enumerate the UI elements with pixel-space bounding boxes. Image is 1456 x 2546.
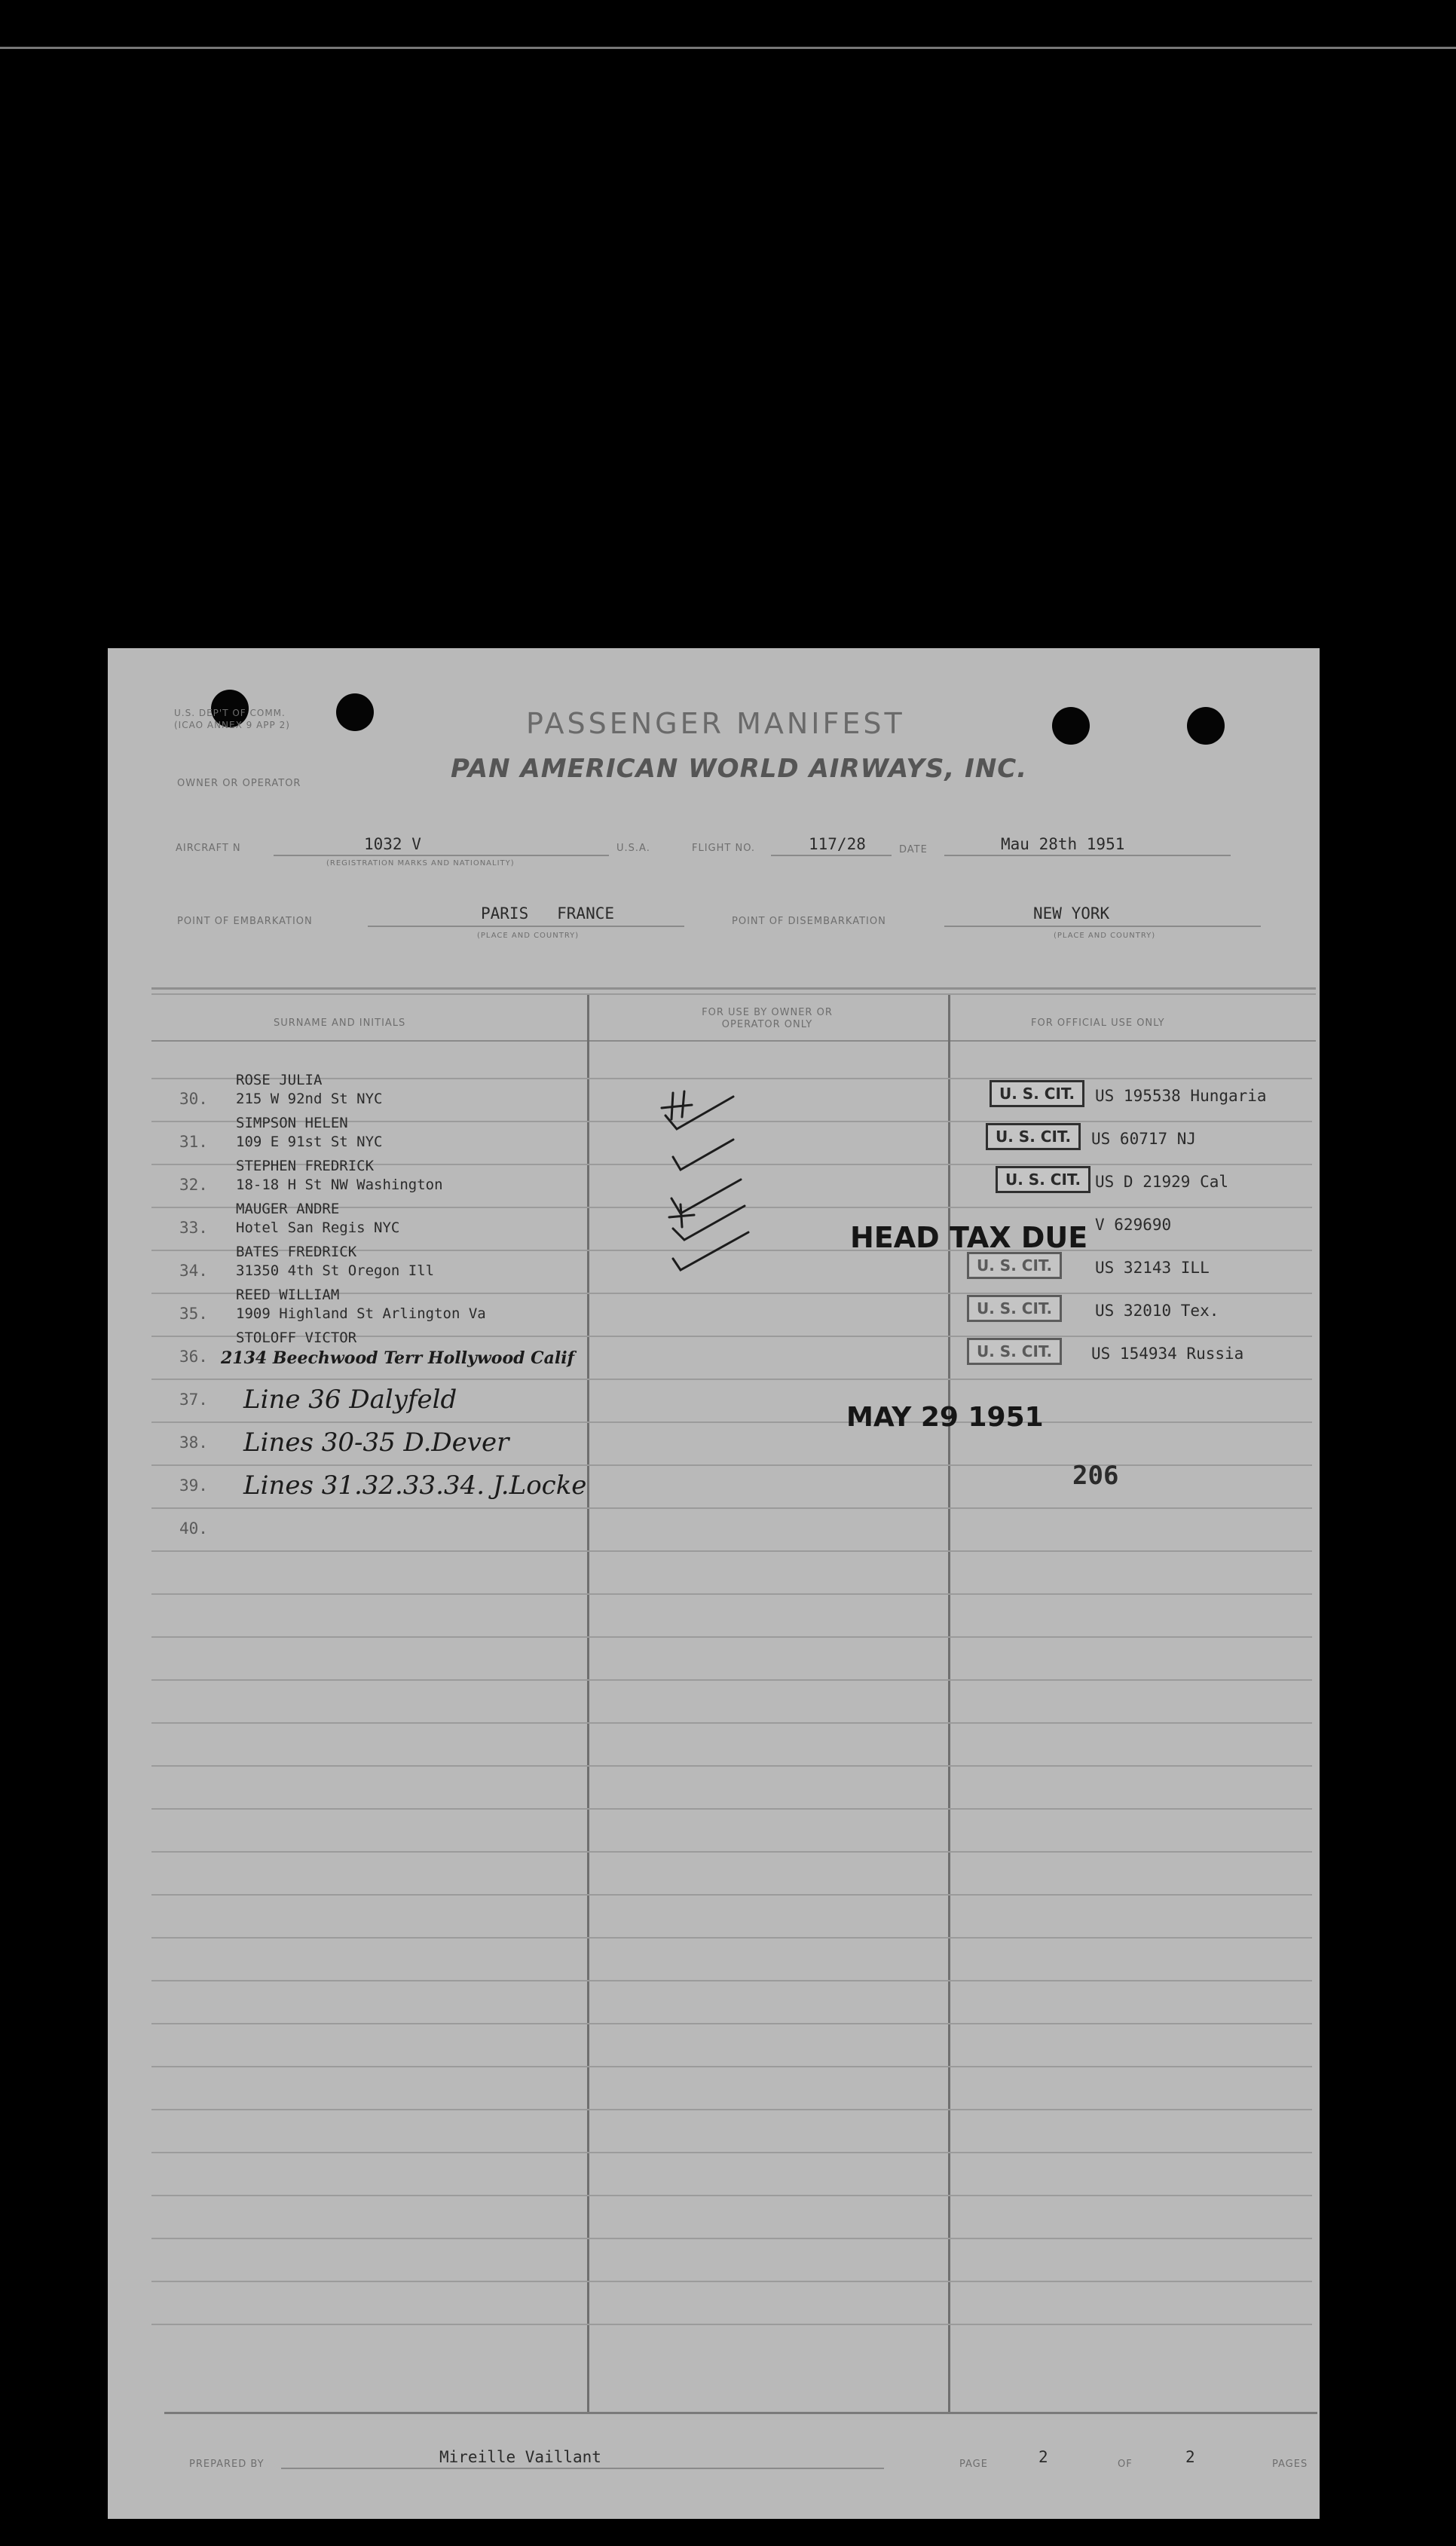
row-number: 32.	[179, 1176, 208, 1194]
passenger-name: BATES FREDRICK	[236, 1244, 357, 1260]
ruled-line	[151, 1808, 1312, 1810]
ruled-line	[151, 1894, 1312, 1896]
us-citizen-stamp: U. S. CIT.	[990, 1080, 1084, 1107]
row-number: 33.	[179, 1219, 208, 1237]
embark-label: POINT OF EMBARKATION	[177, 916, 313, 927]
usa-label: U.S.A.	[616, 843, 650, 854]
passenger-address: 1909 Highland St Arlington Va	[236, 1305, 486, 1322]
row-number: 34.	[179, 1262, 208, 1280]
us-citizen-stamp: U. S. CIT.	[967, 1252, 1062, 1279]
passenger-address: 109 E 91st St NYC	[236, 1134, 383, 1150]
ruled-line	[151, 2195, 1312, 2196]
ruled-line	[151, 1851, 1312, 1853]
owner-name: PAN AMERICAN WORLD AIRWAYS, INC.	[451, 754, 1028, 784]
aircraft-caption: (REGISTRATION MARKS AND NATIONALITY)	[326, 859, 515, 868]
official-entry: US 154934 Russia	[1091, 1345, 1244, 1363]
passenger-address: 18-18 H St NW Washington	[236, 1177, 443, 1193]
of-value: 2	[1185, 2448, 1195, 2466]
ruled-line	[151, 1550, 1312, 1552]
passenger-name: REED WILLIAM	[236, 1287, 340, 1303]
date-label: DATE	[899, 844, 928, 855]
ruled-line	[151, 1679, 1312, 1681]
embark-caption: (PLACE AND COUNTRY)	[477, 932, 580, 940]
official-entry: US 32143 ILL	[1095, 1259, 1210, 1277]
punch-hole	[336, 693, 374, 731]
row-number: 40.	[179, 1519, 208, 1538]
operator-checkmarks	[560, 1078, 786, 1274]
ruled-line	[151, 2238, 1312, 2239]
punch-hole	[1187, 707, 1225, 745]
ruled-line	[151, 2281, 1312, 2282]
flight-label: FLIGHT NO.	[692, 843, 756, 854]
ruled-line	[151, 2152, 1312, 2153]
pages-label: PAGES	[1272, 2459, 1308, 2470]
ruled-line	[151, 2324, 1312, 2325]
row-number: 31.	[179, 1133, 208, 1151]
row-number: 35.	[179, 1305, 208, 1323]
prepared-by-value: Mireille Vaillant	[439, 2448, 601, 2466]
aircraft-value: 1032 V	[364, 835, 421, 853]
ruled-line	[151, 2066, 1312, 2067]
us-citizen-stamp: U. S. CIT.	[967, 1338, 1062, 1365]
passenger-address: 215 W 92nd St NYC	[236, 1091, 383, 1107]
passenger-name: STEPHEN FREDRICK	[236, 1158, 375, 1174]
col-header-names: SURNAME AND INITIALS	[274, 1017, 406, 1029]
top-edge-rule	[0, 47, 1456, 49]
row-number: 37.	[179, 1391, 208, 1409]
row-number: 39.	[179, 1476, 208, 1495]
page-label: PAGE	[959, 2459, 988, 2470]
ruled-line	[151, 1765, 1312, 1767]
disembark-caption: (PLACE AND COUNTRY)	[1054, 932, 1156, 940]
handwritten-annotation: Line 36 Dalyfeld	[243, 1385, 457, 1415]
col-header-official: FOR OFFICIAL USE ONLY	[1031, 1017, 1165, 1029]
form-code: U.S. DEP'T OF COMM. (ICAO ANNEX 9 APP 2)	[174, 708, 290, 730]
col-header-owner: FOR USE BY OWNER OR OPERATOR ONLY	[702, 1007, 833, 1030]
ruled-line	[151, 2023, 1312, 2024]
of-label: OF	[1118, 2459, 1133, 2470]
official-entry: US 195538 Hungaria	[1095, 1087, 1267, 1105]
us-citizen-stamp: U. S. CIT.	[986, 1123, 1081, 1150]
passenger-name: ROSE JULIA	[236, 1072, 323, 1088]
row-number: 38.	[179, 1434, 208, 1452]
manifest-sheet	[108, 648, 1320, 2519]
ruled-line	[151, 1464, 1312, 1466]
us-citizen-stamp: U. S. CIT.	[996, 1166, 1090, 1193]
ruled-line	[151, 1937, 1312, 1939]
disembark-label: POINT OF DISEMBARKATION	[732, 916, 886, 927]
aircraft-label: AIRCRAFT N	[176, 843, 241, 854]
ruled-line	[151, 2109, 1312, 2110]
passenger-address: 31350 4th St Oregon Ill	[236, 1262, 435, 1279]
ruled-line	[151, 1980, 1312, 1981]
ruled-line	[151, 1421, 1312, 1423]
embark-value: PARIS FRANCE	[481, 904, 615, 923]
flight-value: 117/28	[809, 835, 866, 853]
row-number: 30.	[179, 1090, 208, 1108]
prepared-by-label: PREPARED BY	[189, 2459, 265, 2470]
page-value: 2	[1038, 2448, 1048, 2466]
passenger-name: MAUGER ANDRE	[236, 1201, 340, 1217]
owner-caption: OWNER OR OPERATOR	[177, 778, 301, 789]
date-received-stamp: MAY 29 1951	[846, 1402, 1044, 1433]
manifest-title: PASSENGER MANIFEST	[526, 707, 905, 740]
punch-hole	[1052, 707, 1090, 745]
ruled-line	[151, 1593, 1312, 1595]
handwritten-annotation: Lines 30-35 D.Dever	[243, 1428, 509, 1458]
official-entry: US D 21929 Cal	[1095, 1173, 1229, 1191]
us-citizen-stamp: U. S. CIT.	[967, 1295, 1062, 1322]
passenger-name: STOLOFF VICTOR	[236, 1330, 357, 1346]
head-tax-due-stamp: HEAD TAX DUE	[850, 1221, 1088, 1254]
disembark-value: NEW YORK	[1033, 904, 1110, 923]
handwritten-annotation: Lines 31.32.33.34. J.Locke	[243, 1470, 587, 1501]
date-value: Mau 28th 1951	[1001, 835, 1125, 853]
official-entry: US 60717 NJ	[1091, 1130, 1197, 1148]
passenger-address: 2134 Beechwood Terr Hollywood Calif	[221, 1348, 575, 1368]
official-entry: V 629690	[1095, 1216, 1172, 1234]
official-entry: 206	[1072, 1461, 1119, 1491]
official-entry: US 32010 Tex.	[1095, 1302, 1219, 1320]
row-number: 36.	[179, 1348, 208, 1366]
ruled-line	[151, 1379, 1312, 1380]
ruled-line	[151, 1722, 1312, 1724]
passenger-name: SIMPSON HELEN	[236, 1115, 348, 1131]
ruled-line	[151, 1507, 1312, 1509]
passenger-address: Hotel San Regis NYC	[236, 1219, 400, 1236]
ruled-line	[151, 1636, 1312, 1638]
